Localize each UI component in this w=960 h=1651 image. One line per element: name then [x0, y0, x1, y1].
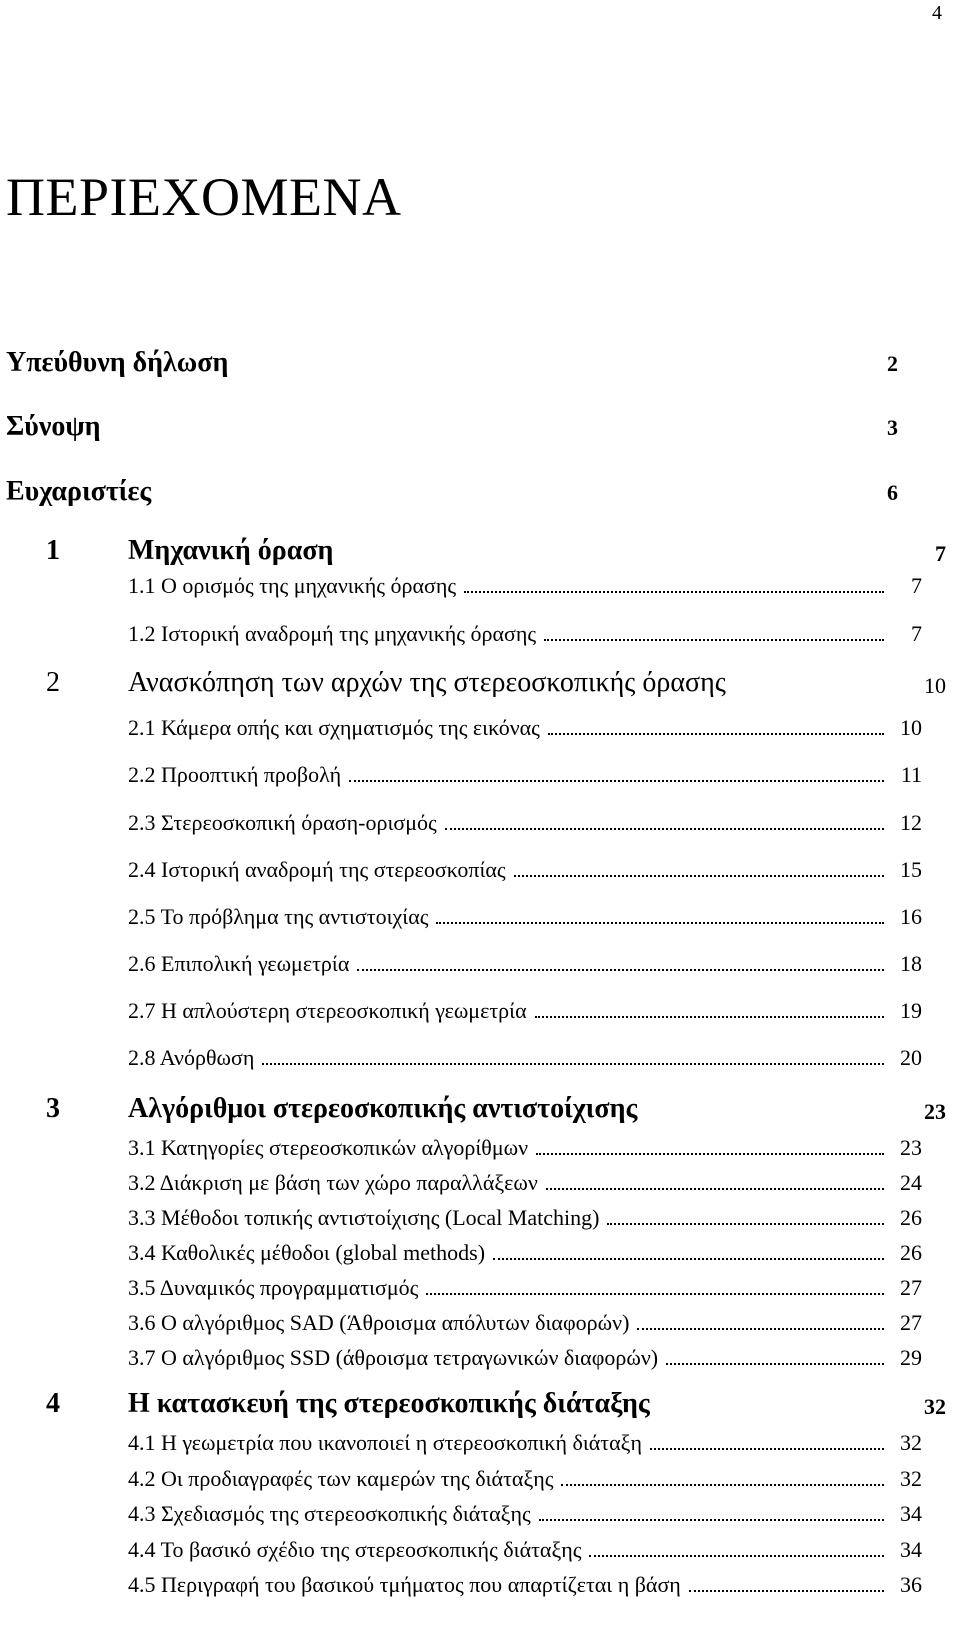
chapter-page: 10: [924, 673, 946, 698]
section-title: 1.1 Ο ορισμός της μηχανικής όρασης: [128, 573, 457, 598]
section-page: 18: [900, 951, 922, 976]
toc-entry-page: 6: [887, 480, 898, 505]
section-page: 36: [900, 1572, 922, 1597]
dot-leader: [607, 1222, 884, 1225]
section-title: 2.1 Κάμερα οπής και σχηματισμός της εικόνας: [128, 715, 540, 740]
dot-leader: [689, 1589, 884, 1592]
section-title: 4.1 Η γεωμετρία που ικανοποιεί η στερεοσκοπική διάταξη: [128, 1430, 642, 1455]
toc-entry-acknowledgements[interactable]: [6, 476, 898, 508]
section-title: 2.7 Η απλούστερη στερεοσκοπική γεωμετρία: [128, 998, 527, 1023]
chapter-title: Ανασκόπηση των αρχών της στερεοσκοπικής όρασης: [128, 667, 726, 698]
toc-section[interactable]: [128, 1170, 922, 1196]
dot-leader: [589, 1554, 884, 1557]
section-page: 26: [900, 1205, 922, 1230]
toc-section[interactable]: [128, 1466, 922, 1492]
dot-leader: [426, 1292, 884, 1295]
toc-section[interactable]: [128, 951, 922, 977]
chapter-number: 2: [46, 667, 60, 698]
section-title: 3.1 Κατηγορίες στερεοσκοπικών αλγορίθμων: [128, 1135, 529, 1160]
section-title: 2.4 Ιστορική αναδρομή της στερεοσκοπίας: [128, 857, 506, 882]
dot-leader: [535, 1015, 884, 1018]
dot-leader: [514, 874, 884, 877]
toc-section[interactable]: [128, 1345, 922, 1371]
toc-chapter-2[interactable]: [0, 667, 946, 703]
section-page: 34: [900, 1501, 922, 1526]
toc-section[interactable]: [128, 1240, 922, 1266]
section-title: 3.2 Διάκριση με βάση των χώρο παραλλάξεων: [128, 1170, 538, 1195]
dot-leader: [548, 732, 884, 735]
section-page: 32: [900, 1430, 922, 1455]
toc-entry-declaration[interactable]: [6, 347, 898, 379]
toc-section[interactable]: [128, 1275, 922, 1301]
toc-section[interactable]: [128, 573, 922, 599]
section-title: 4.2 Οι προδιαγραφές των καμερών της διάταξης: [128, 1466, 554, 1491]
toc-section[interactable]: [128, 1135, 922, 1161]
section-page: 7: [911, 573, 922, 598]
toc-section[interactable]: [128, 1205, 922, 1231]
dot-leader: [349, 779, 884, 782]
page-number: 4: [932, 2, 942, 24]
dot-leader: [464, 590, 884, 593]
section-title: 4.4 Το βασικό σχέδιο της στερεοσκοπικής διάταξης: [128, 1537, 582, 1562]
dot-leader: [666, 1362, 884, 1365]
section-title: 3.4 Καθολικές μέθοδοι (global methods): [128, 1240, 486, 1265]
toc-chapter-3[interactable]: [0, 1093, 946, 1129]
dot-leader: [357, 968, 884, 971]
section-page: 23: [900, 1135, 922, 1160]
chapter-page: 7: [935, 541, 946, 566]
dot-leader: [436, 921, 884, 924]
dot-leader: [539, 1518, 884, 1521]
section-page: 27: [900, 1310, 922, 1335]
section-page: 20: [900, 1045, 922, 1070]
dot-leader: [561, 1483, 884, 1486]
toc-entry-summary[interactable]: [6, 411, 898, 443]
dot-leader: [493, 1257, 884, 1260]
section-title: 4.3 Σχεδιασμός της στερεοσκοπικής διάταξης: [128, 1501, 531, 1526]
section-title: 3.5 Δυναμικός προγραμματισμός: [128, 1275, 419, 1300]
dot-leader: [445, 827, 884, 830]
toc-section[interactable]: [128, 998, 922, 1024]
dot-leader: [637, 1327, 884, 1330]
section-title: 4.5 Περιγραφή του βασικού τμήματος που απαρτίζεται η βάση: [128, 1572, 681, 1597]
section-title: 3.6 Ο αλγόριθμος SAD (Άθροισμα απόλυτων διαφορών): [128, 1310, 630, 1335]
chapter-page: 32: [924, 1394, 946, 1419]
section-title: 3.7 Ο αλγόριθμος SSD (άθροισμα τετραγωνικών διαφορών): [128, 1345, 659, 1370]
section-page: 16: [900, 904, 922, 929]
toc-entry-page: 3: [887, 415, 898, 440]
section-page: 27: [900, 1275, 922, 1300]
toc-section[interactable]: [128, 1537, 922, 1563]
dot-leader: [262, 1062, 884, 1065]
toc-section[interactable]: [128, 904, 922, 930]
section-title: 2.2 Προοπτική προβολή: [128, 762, 342, 787]
toc-chapter-1[interactable]: [0, 535, 946, 571]
toc-section[interactable]: [128, 1572, 922, 1598]
dot-leader: [536, 1152, 884, 1155]
toc-section[interactable]: [128, 810, 922, 836]
section-page: 12: [900, 810, 922, 835]
toc-section[interactable]: [128, 1310, 922, 1336]
toc-section[interactable]: [128, 857, 922, 883]
toc-section[interactable]: [128, 621, 922, 647]
section-page: 26: [900, 1240, 922, 1265]
toc-entry-label: Υπεύθυνη δήλωση: [6, 347, 229, 378]
toc-entry-page: 2: [887, 351, 898, 376]
chapter-title: Μηχανική όραση: [128, 535, 334, 566]
chapter-title: Αλγόριθμοι στερεοσκοπικής αντιστοίχισης: [128, 1093, 638, 1124]
section-page: 11: [900, 762, 922, 787]
section-page: 15: [900, 857, 922, 882]
toc-section[interactable]: [128, 762, 922, 788]
section-page: 24: [900, 1170, 922, 1195]
page-title: ΠΕΡΙΕΧΟΜΕΝΑ: [6, 167, 402, 227]
section-page: 34: [900, 1537, 922, 1562]
section-title: 2.5 Το πρόβλημα της αντιστοιχίας: [128, 904, 429, 929]
toc-section[interactable]: [128, 1430, 922, 1456]
section-page: 10: [900, 715, 922, 740]
chapter-page: 23: [924, 1099, 946, 1124]
toc-section[interactable]: [128, 1045, 922, 1071]
section-page: 29: [900, 1345, 922, 1370]
section-title: 3.3 Μέθοδοι τοπικής αντιστοίχισης (Local Matching): [128, 1205, 600, 1230]
section-page: 19: [900, 998, 922, 1023]
chapter-number: 3: [46, 1093, 60, 1124]
dot-leader: [650, 1447, 884, 1450]
toc-section[interactable]: [128, 1501, 922, 1527]
chapter-number: 4: [46, 1388, 60, 1419]
chapter-number: 1: [46, 535, 60, 566]
toc-entry-label: Ευχαριστίες: [6, 476, 152, 507]
section-title: 2.8 Ανόρθωση: [128, 1045, 255, 1070]
section-page: 7: [911, 621, 922, 646]
toc-section[interactable]: [128, 715, 922, 741]
toc-entry-label: Σύνοψη: [6, 411, 101, 442]
toc-chapter-4[interactable]: [0, 1388, 946, 1424]
section-title: 2.6 Επιπολική γεωμετρία: [128, 951, 350, 976]
dot-leader: [544, 638, 884, 641]
section-title: 2.3 Στερεοσκοπική όραση-ορισμός: [128, 810, 437, 835]
section-title: 1.2 Ιστορική αναδρομή της μηχανικής όρασης: [128, 621, 537, 646]
section-page: 32: [900, 1466, 922, 1491]
chapter-title: Η κατασκευή της στερεοσκοπικής διάταξης: [128, 1388, 650, 1419]
dot-leader: [546, 1187, 884, 1190]
